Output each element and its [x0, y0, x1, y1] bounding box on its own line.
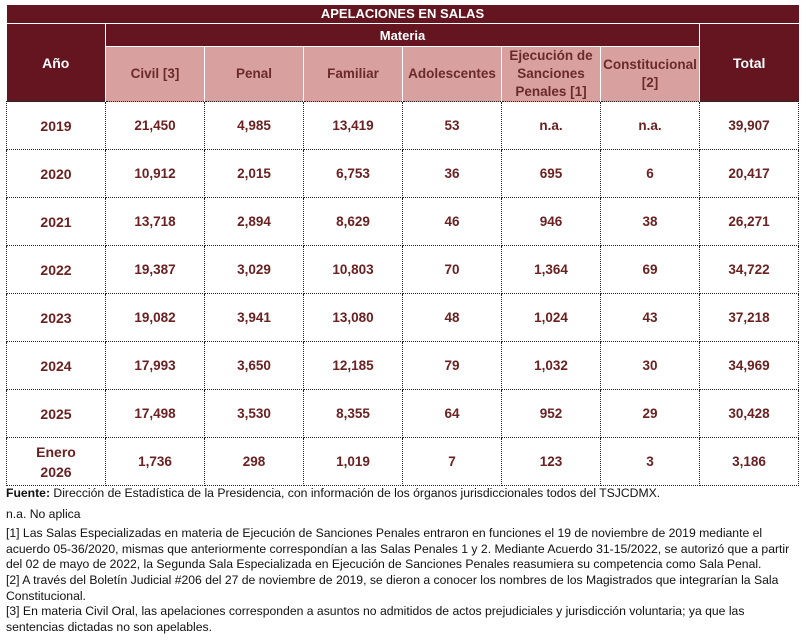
year-cell — [7, 246, 106, 294]
value-cell: 123 — [502, 438, 601, 486]
column-header-line: Adolescentes — [408, 66, 496, 81]
table-row — [7, 150, 799, 198]
table-row — [7, 390, 799, 438]
value-cell: 1,032 — [502, 342, 601, 390]
year-cell — [7, 438, 106, 486]
value-cell: 69 — [601, 246, 700, 294]
appeals-table — [6, 5, 799, 486]
year-label: 2024 — [40, 357, 72, 374]
value-cell: 13,419 — [304, 102, 403, 150]
value-cell: 6,753 — [304, 150, 403, 198]
column-header-line: Constitucional — [603, 57, 697, 72]
total-cell: 30,428 — [700, 390, 799, 438]
year-label: 2019 — [40, 117, 72, 134]
value-cell: 1,024 — [502, 294, 601, 342]
year-label: 2020 — [40, 165, 72, 182]
year-cell — [7, 390, 106, 438]
value-cell: 3,650 — [205, 342, 304, 390]
column-header-line: Sanciones — [517, 66, 585, 81]
column-header — [106, 47, 205, 102]
value-cell: 2,015 — [205, 150, 304, 198]
table-row — [7, 246, 799, 294]
total-cell: 34,722 — [700, 246, 799, 294]
value-cell: 3,941 — [205, 294, 304, 342]
value-cell: 952 — [502, 390, 601, 438]
year-cell — [7, 150, 106, 198]
value-cell: 2,894 — [205, 198, 304, 246]
value-cell: 3 — [601, 438, 700, 486]
column-header — [205, 47, 304, 102]
year-label: 2022 — [40, 261, 72, 278]
footnote-3: [3] En materia Civil Oral, las apelaciones corresponden a asuntos no admitidos de actos prejudiciales y jurisdicción voluntaria; ya que las sentencias dictadas no son apelables. — [6, 604, 745, 634]
total-cell: 37,218 — [700, 294, 799, 342]
value-cell: 695 — [502, 150, 601, 198]
column-header-line: Ejecución de — [509, 48, 593, 63]
column-header — [601, 47, 700, 102]
value-cell: 30 — [601, 342, 700, 390]
column-header-line: Civil [3] — [130, 66, 180, 81]
value-cell: 8,629 — [304, 198, 403, 246]
year-label: 2025 — [40, 405, 72, 422]
value-cell: 12,185 — [304, 342, 403, 390]
source-text: Dirección de Estadística de la Presidencia, con información de los órganos jurisdiccionales todos del TSJCDMX. — [50, 486, 661, 500]
value-cell: 13,718 — [106, 198, 205, 246]
year-label-line2: 2026 — [40, 463, 72, 480]
value-cell: 3,029 — [205, 246, 304, 294]
value-cell: 48 — [403, 294, 502, 342]
total-cell: 39,907 — [700, 102, 799, 150]
value-cell: 43 — [601, 294, 700, 342]
value-cell: 10,803 — [304, 246, 403, 294]
na-note: n.a. No aplica — [6, 506, 81, 521]
value-cell: n.a. — [502, 102, 601, 150]
value-cell: 79 — [403, 342, 502, 390]
column-header-line: Penal — [235, 66, 273, 81]
year-cell — [7, 102, 106, 150]
footnote-1: [1] Las Salas Especializadas en materia de Ejecución de Sanciones Penales entraron en funciones el 19 de noviembre de 2019 mediante el acuerdo 05-36/2020, mismas que anteriormente correspondían a las Salas Penales 1 y 2. Mediante Acuerdo 31-15/2022, se autorizó que a partir del 02 de mayo de 2022, la Segunda Sala Especializada en Ejecución de Sanciones Penales reasumiera su competencia como Sala Penal. — [6, 526, 790, 572]
value-cell: 36 — [403, 150, 502, 198]
year-header: Año — [7, 24, 106, 102]
table-row — [7, 294, 799, 342]
value-cell: 1,736 — [106, 438, 205, 486]
year-label: Enero — [36, 443, 76, 460]
total-cell: 20,417 — [700, 150, 799, 198]
table-row — [7, 438, 799, 486]
value-cell: 7 — [403, 438, 502, 486]
value-cell: 21,450 — [106, 102, 205, 150]
column-header-line: Familiar — [327, 66, 379, 81]
value-cell: 946 — [502, 198, 601, 246]
column-header — [304, 47, 403, 102]
value-cell: 298 — [205, 438, 304, 486]
table-row — [7, 198, 799, 246]
materia-subheader-row — [7, 47, 799, 102]
value-cell: 1,019 — [304, 438, 403, 486]
column-header — [502, 47, 601, 102]
value-cell: 3,530 — [205, 390, 304, 438]
total-cell: 26,271 — [700, 198, 799, 246]
year-cell — [7, 342, 106, 390]
year-cell — [7, 294, 106, 342]
value-cell: 38 — [601, 198, 700, 246]
value-cell: 29 — [601, 390, 700, 438]
value-cell: 10,912 — [106, 150, 205, 198]
total-header: Total — [700, 24, 799, 102]
column-header-line: [2] — [641, 75, 659, 90]
value-cell: 70 — [403, 246, 502, 294]
table-row — [7, 102, 799, 150]
column-header-line: Penales [1] — [515, 84, 587, 99]
year-label: 2021 — [40, 213, 72, 230]
value-cell: 19,387 — [106, 246, 205, 294]
materia-group-header: Materia — [106, 24, 700, 47]
value-cell: 8,355 — [304, 390, 403, 438]
value-cell: 1,364 — [502, 246, 601, 294]
table-row — [7, 342, 799, 390]
value-cell: 17,993 — [106, 342, 205, 390]
value-cell: 53 — [403, 102, 502, 150]
total-cell: 3,186 — [700, 438, 799, 486]
value-cell: 19,082 — [106, 294, 205, 342]
value-cell: 4,985 — [205, 102, 304, 150]
table-notes — [6, 486, 800, 635]
source-note — [6, 486, 800, 502]
year-cell — [7, 198, 106, 246]
total-cell: 34,969 — [700, 342, 799, 390]
table-title: APELACIONES EN SALAS — [7, 5, 799, 24]
column-header — [403, 47, 502, 102]
value-cell: 13,080 — [304, 294, 403, 342]
value-cell: 64 — [403, 390, 502, 438]
value-cell: 17,498 — [106, 390, 205, 438]
year-label: 2023 — [40, 309, 72, 326]
source-label: Fuente: — [6, 486, 51, 500]
footnote-2: [2] A través del Boletín Judicial #206 del 27 de noviembre de 2019, se dieron a conocer los nombres de los Magistrados que integrarían la Sala Constitucional. — [6, 572, 779, 603]
value-cell: n.a. — [601, 102, 700, 150]
appeals-table-container — [6, 5, 798, 486]
table-body — [7, 102, 799, 486]
value-cell: 6 — [601, 150, 700, 198]
value-cell: 46 — [403, 198, 502, 246]
